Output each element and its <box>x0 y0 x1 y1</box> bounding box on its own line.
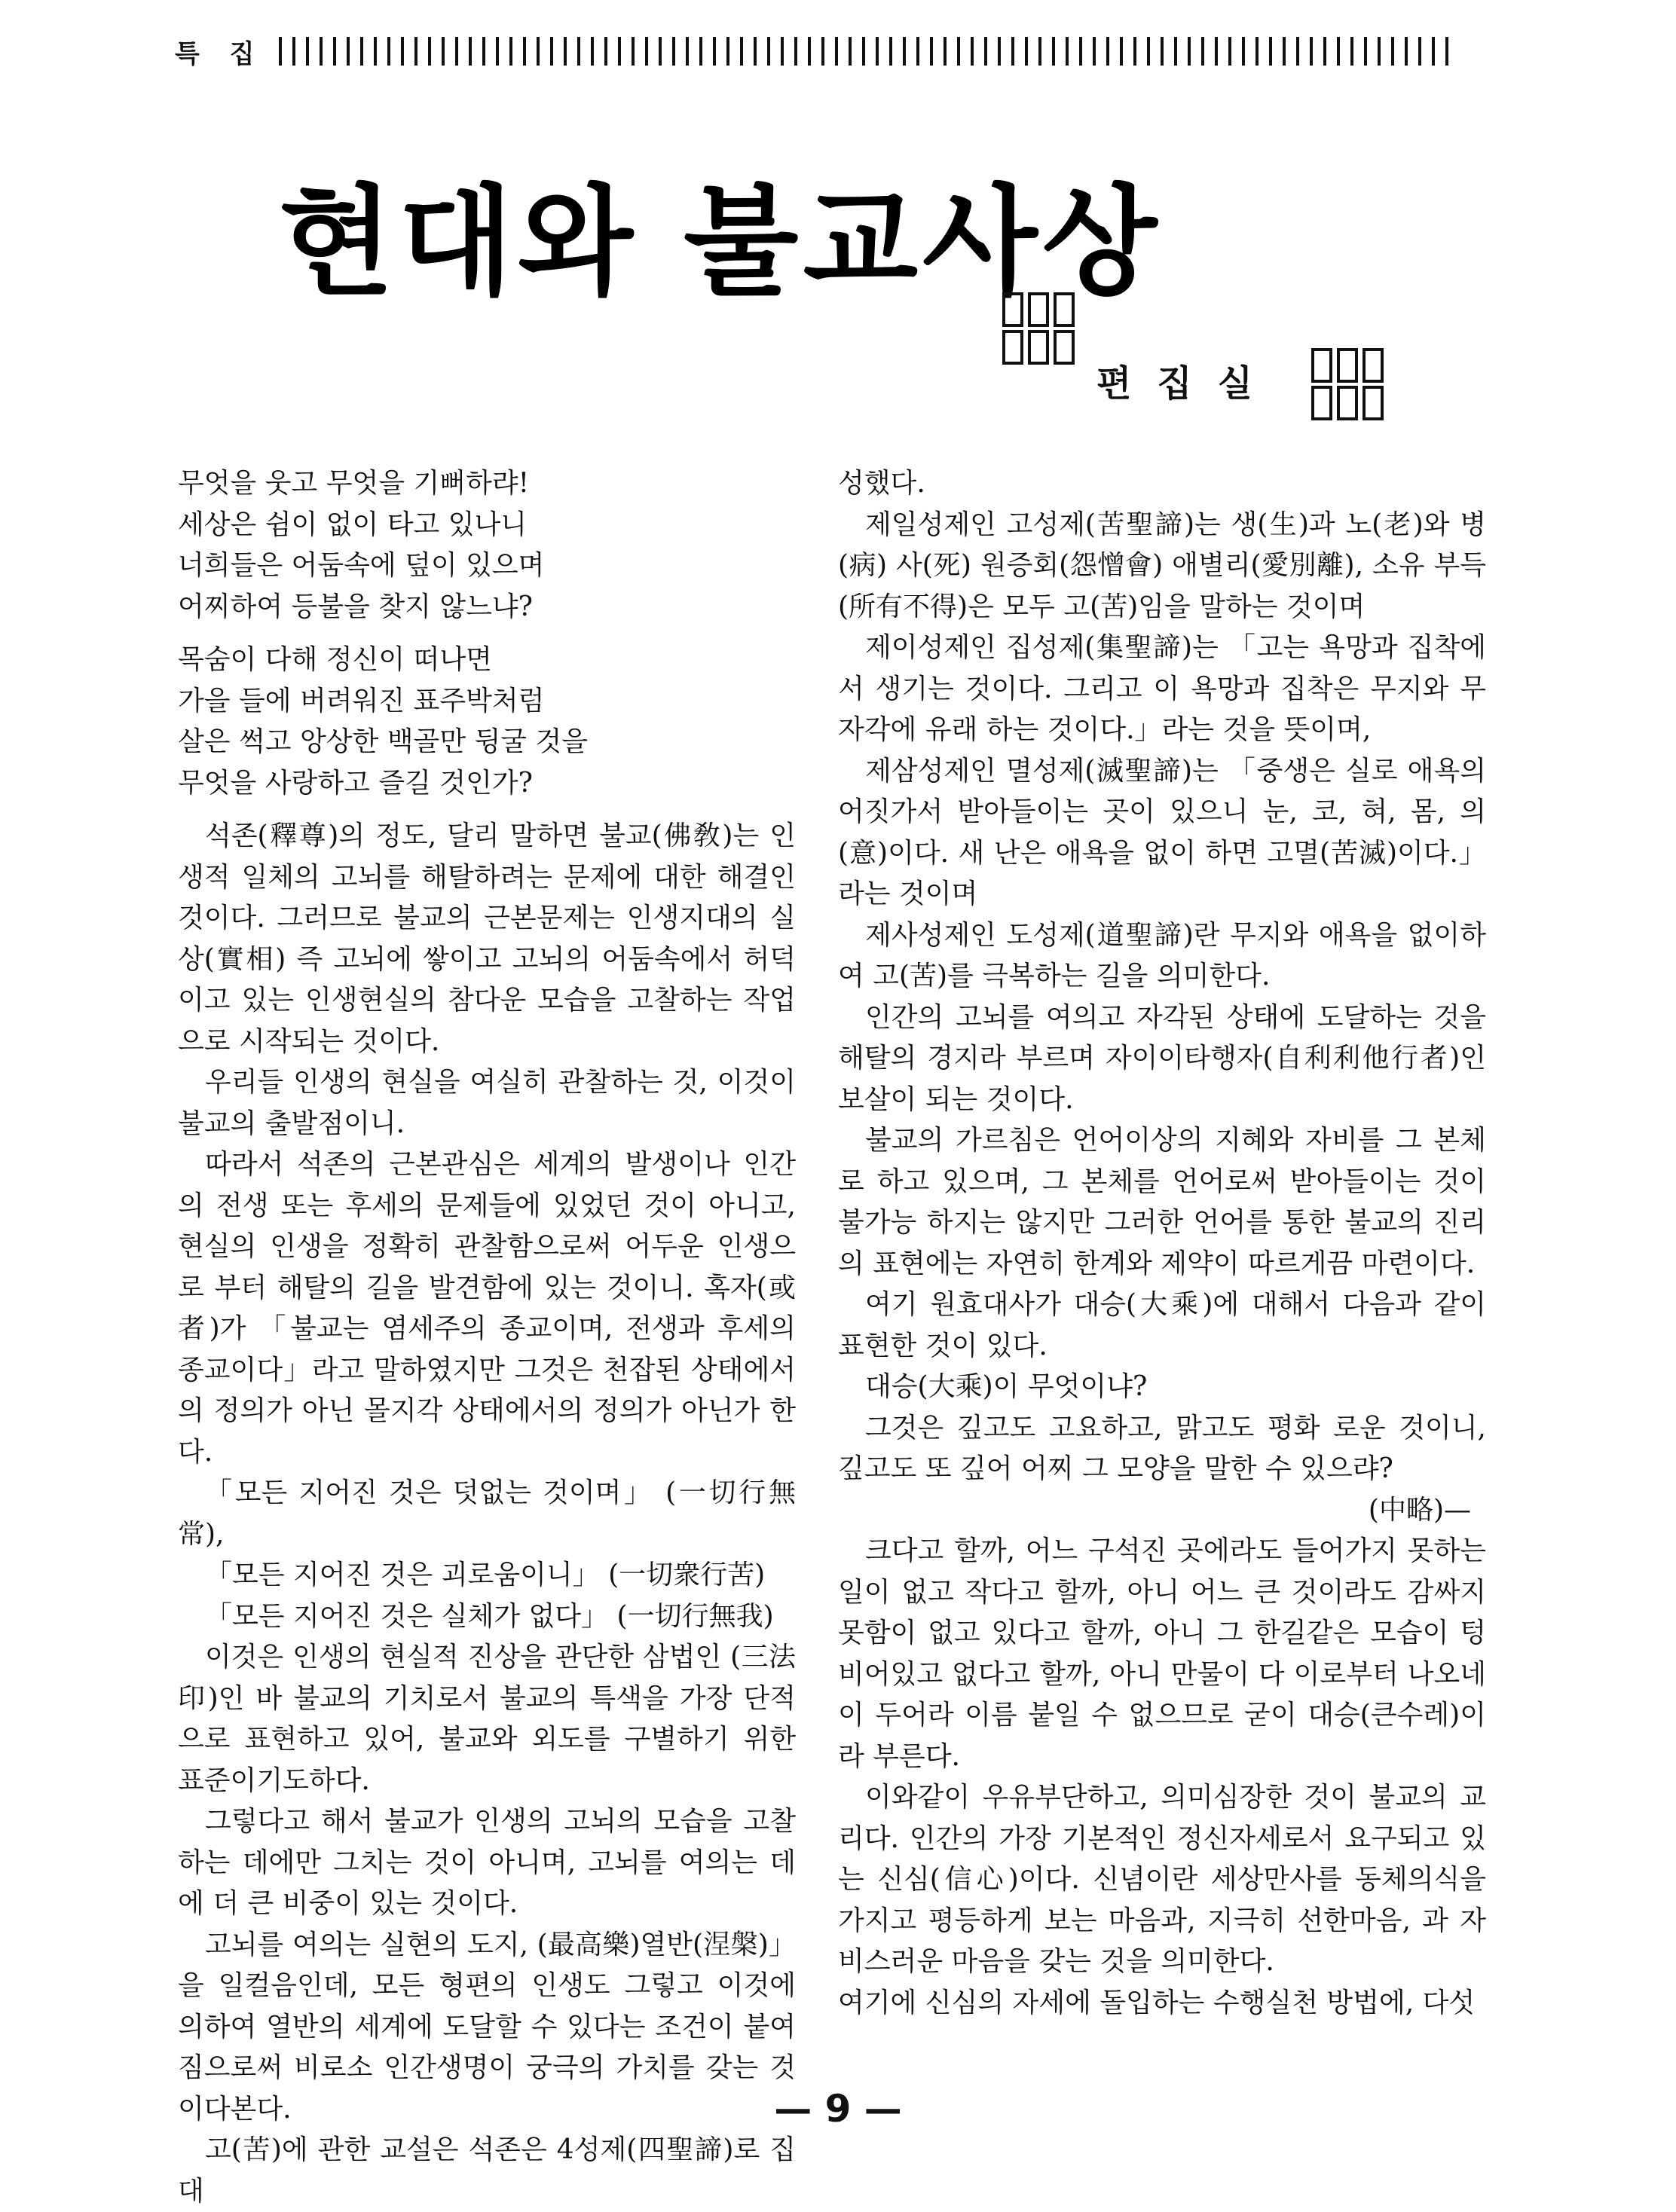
paragraph: 고뇌를 여의는 실현의 도지, (最高樂)열반(涅槃)」을 일컬음인데, 모든 형편의 인생도 그렇고 이것에 의하여 열반의 세계에 도달할 수 있다는 조건이 붙여짐으로써 비로소 인간생명이 궁극의 가치를 갖는 것이다본다. <box>178 1929 796 2125</box>
quote-line: 「모든 지어진 것은 덧없는 것이며」 (一切行無常), <box>178 1477 796 1550</box>
paragraph: 여기에 신심의 자세에 돌입하는 수행실천 방법에, 다섯 <box>838 1987 1476 2018</box>
paragraph: 크다고 할까, 어느 구석진 곳에라도 들어가지 못하는 일이 없고 작다고 할까, 아니 어느 큰 것이라도 감싸지 못함이 없고 있다고 할까, 아니 그 한길같은 모습이 텅비어있고 없다고 할까, 아니 만물이 다 이로부터 나오네 이 두어라 이름 붙일 수 없으므로 굳이 대승(큰수레)이라 부른다. <box>838 1535 1486 1772</box>
paragraph: 우리들 인생의 현실을 여실히 관찰하는 것, 이것이 불교의 출발점이니. <box>178 1067 796 1139</box>
poem-line: 어찌하여 등불을 찾지 않느냐? <box>178 591 533 622</box>
paragraph: 성했다. <box>838 468 925 499</box>
paragraph: 이것은 인생의 현실적 진상을 관단한 삼법인 (三法印)인 바 불교의 기치로서 불교의 특색을 가장 단적으로 표현하고 있어, 불교와 외도를 구별하기 위한 표준이기도하다. <box>178 1642 796 1796</box>
paragraph: 제사성제인 도성제(道聖諦)란 무지와 애욕을 없이하여 고(苦)를 극복하는 길을 의미한다. <box>838 919 1486 991</box>
paragraph: 그것은 깊고도 고요하고, 맑고도 평화 로운 것이니, 깊고도 또 깊어 어찌 그 모양을 말한 수 있으랴? <box>838 1412 1486 1484</box>
paragraph: 이와같이 우유부단하고, 의미심장한 것이 불교의 교리다. 인간의 가장 기본적인 정신자세로서 요구되고 있는 신심(信心)이다. 신념이란 세상만사를 동체의식을 가지고 평등하게 보는 마음과, 지극히 선한마음, 과 자비스러운 마음을 갖는 것을 의미한다. <box>838 1782 1486 1977</box>
poem-line: 무엇을 웃고 무엇을 기뻐하랴! <box>178 468 530 499</box>
quote-line: 「모든 지어진 것은 괴로움이니」 (一切衆行苦) <box>205 1560 766 1590</box>
left-column <box>178 463 796 2212</box>
poem <box>178 463 796 804</box>
poem-line: 살은 썩고 앙상한 백골만 뒹굴 것을 <box>178 726 589 757</box>
paragraph: 고(苦)에 관한 교설은 석존은 4성제(四聖諦)로 집대 <box>178 2134 796 2207</box>
section-label: 특 집 <box>175 38 265 69</box>
decorative-boxes-lower <box>1311 348 1384 420</box>
decorative-boxes-upper <box>1002 292 1075 365</box>
quote-line: 「모든 지어진 것은 실체가 없다」 (一切行無我) <box>205 1600 774 1632</box>
paragraph: 석존(釋尊)의 정도, 달리 말하면 불교(佛敎)는 인생적 일체의 고뇌를 해탈하려는 문제에 대한 해결인 것이다. 그러므로 불교의 근본문제는 인생지대의 실상(實相) 즉 고뇌에 쌓이고 고뇌의 어둠속에서 허덕이고 있는 인생현실의 참다운 모습을 고찰하는 작업으로 시작되는 것이다. <box>178 820 796 1057</box>
page-title: 현대와 불교사상 <box>279 173 1162 312</box>
paragraph: 따라서 석존의 근본관심은 세계의 발생이나 인간의 전생 또는 후세의 문제들에 있었던 것이 아니고, 현실의 인생을 정확히 관찰함으로써 어두운 인생으로 부터 해탈의 길을 발견함에 있는 것이니. 혹자(或者)가 「불교는 염세주의 종교이며, 전생과 후세의 종교이다」라고 말하였지만 그것은 천잡된 상태에서의 정의가 아닌 몰지각 상태에서의 정의가 아닌가 한다. <box>178 1149 796 1468</box>
poem-line: 너희들은 어둠속에 덮이 있으며 <box>178 550 545 581</box>
paragraph: 그렇다고 해서 불교가 인생의 고뇌의 모습을 고찰하는 데에만 그치는 것이 아니며, 고뇌를 여의는 데에 더 큰 비중이 있는 것이다. <box>178 1806 796 1919</box>
paragraph: 제일성제인 고성제(苦聖諦)는 생(生)과 노(老)와 병(病) 사(死) 원증회(怨憎會) 애별리(愛別離), 소유 부득(所有不得)은 모두 고(苦)임을 말하는 것이며 <box>838 509 1486 622</box>
poem-line: 무엇을 사랑하고 즐길 것인가? <box>178 767 533 799</box>
byline: 편집실 <box>1096 362 1279 405</box>
paragraph: 제이성제인 집성제(集聖諦)는 「고는 욕망과 집착에서 생기는 것이다. 그리고 이 욕망과 집착은 무지와 무자각에 유래 하는 것이다.」라는 것을 뜻이며, <box>838 632 1486 745</box>
poem-line: 가을 들에 버려워진 표주박처럼 <box>178 685 545 716</box>
right-column <box>838 463 1486 2024</box>
poem-line: 목숨이 다해 정신이 떠나면 <box>178 644 492 675</box>
paragraph: 여기 원효대사가 대승(大乘)에 대해서 다음과 같이 표현한 것이 있다. <box>838 1289 1486 1361</box>
header-rule <box>279 37 1456 66</box>
section-header <box>175 29 1456 74</box>
paragraph: 인간의 고뇌를 여의고 자각된 상태에 도달하는 것을 해탈의 경지라 부르며 자이이타행자(自利利他行者)인 보살이 되는 것이다. <box>838 1001 1486 1115</box>
paragraph: 대승(大乘)이 무엇이냐? <box>865 1371 1148 1402</box>
poem-line: 세상은 쉼이 없이 타고 있나니 <box>178 509 528 540</box>
paragraph: 제삼성제인 멸성제(滅聖諦)는 「중생은 실로 애욕의 어짓가서 받아들이는 곳이 있으니 눈, 코, 혀, 몸, 의(意)이다. 새 난은 애욕을 없이 하면 고멸(苦滅)이다.」라는 것이며 <box>838 755 1486 909</box>
paragraph: 불교의 가르침은 언어이상의 지혜와 자비를 그 본체로 하고 있으며, 그 본체를 언어로써 받아들이는 것이 불가능 하지는 않지만 그러한 언어를 통한 불교의 진리의 표현에는 자연히 한계와 제약이 따르게끔 마련이다. <box>838 1125 1486 1279</box>
page-number: — 9 — <box>774 2087 902 2131</box>
omission-mark: (中略)— <box>1368 1494 1471 1526</box>
